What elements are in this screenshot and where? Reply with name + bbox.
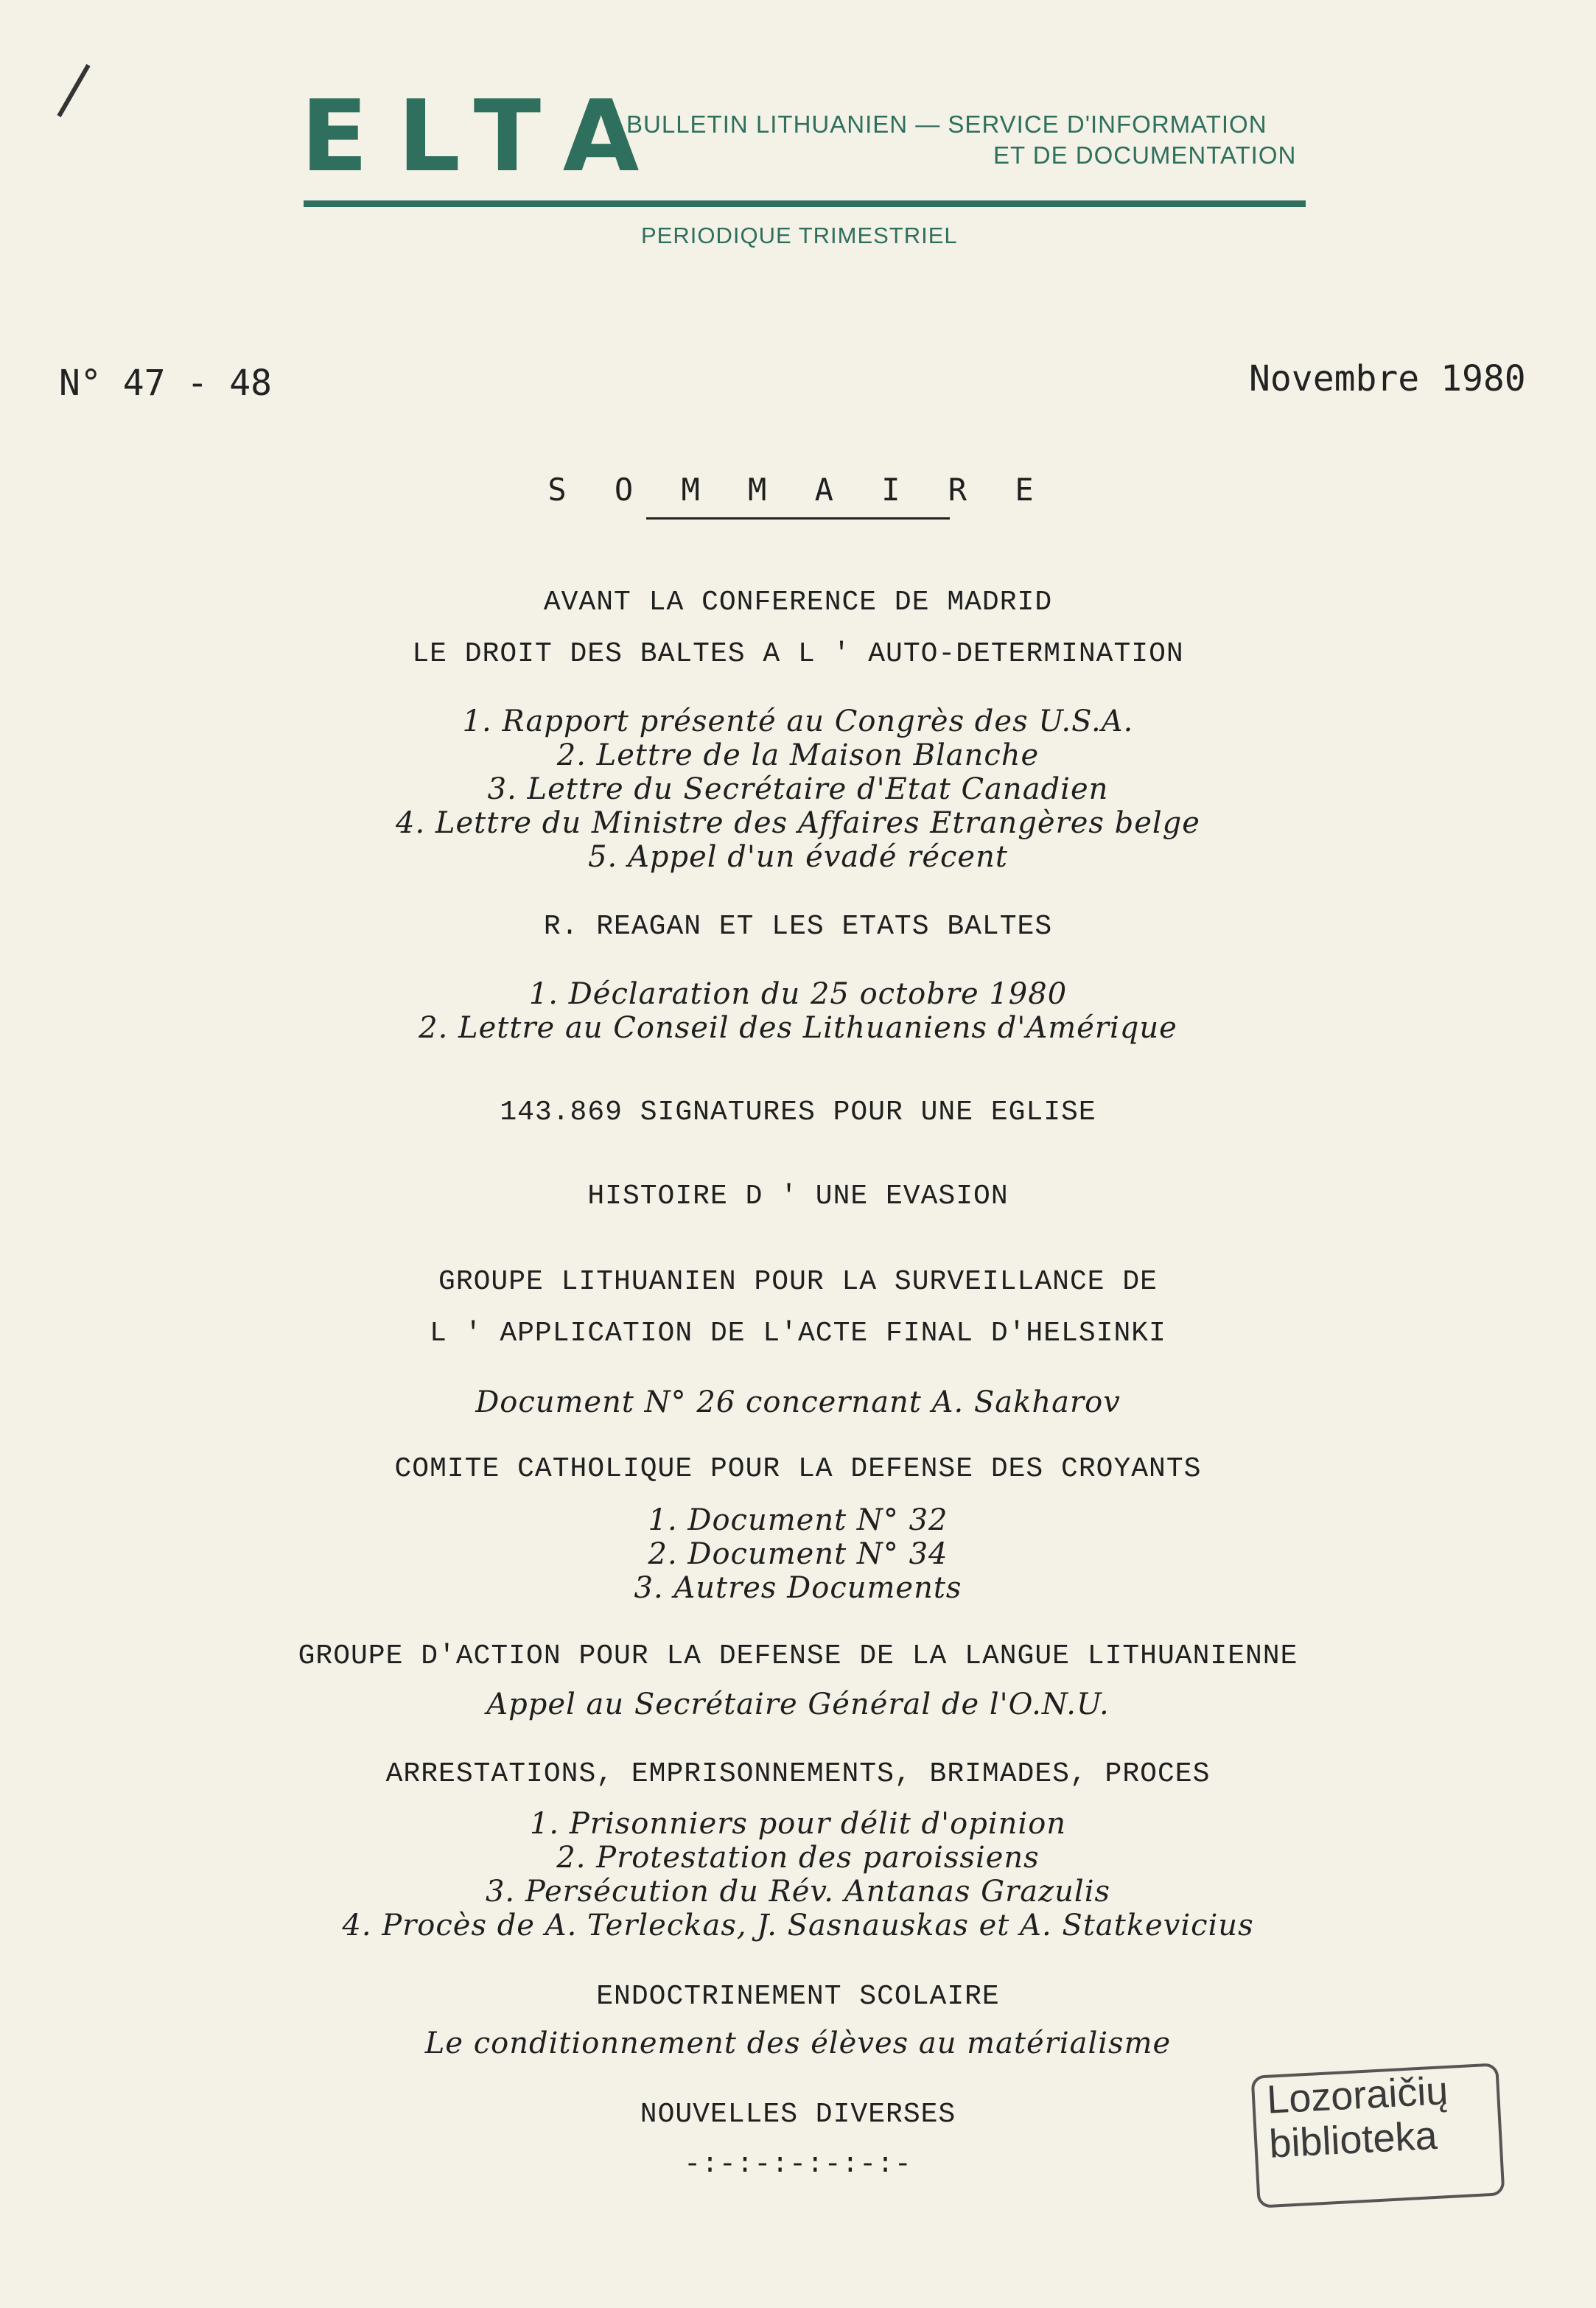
bulletin-line-2: ET DE DOCUMENTATION [993, 141, 1297, 169]
list-item: 3. Autres Documents [634, 1571, 962, 1605]
issue-date: Novembre 1980 [1249, 358, 1526, 399]
section-reagan: R. REAGAN ET LES ETATS BALTES [543, 911, 1053, 943]
list-item: Le conditionnement des élèves au matérialisme [424, 2027, 1172, 2060]
pen-mark [57, 64, 90, 117]
list-item: 4. Lettre du Ministre des Affaires Etrangères belge [396, 806, 1200, 840]
list-item: Appel au Secrétaire Général de l'O.N.U. [486, 1688, 1110, 1721]
section-madrid: AVANT LA CONFERENCE DE MADRID [543, 587, 1053, 618]
list-item: 4. Procès de A. Terleckas, J. Sasnauskas et A. Statkevicius [342, 1909, 1254, 1942]
list-item: 1. Rapport présenté au Congrès des U.S.A. [462, 704, 1134, 738]
library-stamp [1251, 2063, 1505, 2208]
list-item: 3. Lettre du Secrétaire d'Etat Canadien [487, 772, 1109, 806]
section-endoctrinement: ENDOCTRINEMENT SCOLAIRE [596, 1981, 1000, 2012]
elta-logo: ELTA [301, 79, 669, 194]
list-item: 1. Prisonniers pour délit d'opinion [529, 1807, 1067, 1841]
list-item: 2. Lettre au Conseil des Lithuaniens d'Amérique [419, 1011, 1177, 1045]
section-signatures: 143.869 SIGNATURES POUR UNE EGLISE [500, 1097, 1096, 1128]
stamp-line-2: biblioteka [1267, 2113, 1438, 2167]
section-evasion: HISTOIRE D ' UNE EVASION [587, 1181, 1009, 1212]
list-item: 3. Persécution du Rév. Antanas Grazulis [485, 1875, 1111, 1909]
issue-number: N° 47 - 48 [59, 363, 272, 404]
section-langue: GROUPE D'ACTION POUR LA DEFENSE DE LA LANGUE LITHUANIENNE [298, 1640, 1298, 1672]
bulletin-line-1: BULLETIN LITHUANIEN — SERVICE D'INFORMATION [626, 111, 1267, 138]
list-item: 5. Appel d'un évadé récent [588, 840, 1008, 874]
periodique-label: PERIODIQUE TRIMESTRIEL [641, 223, 958, 248]
sommaire-title: S O M M A I R E [547, 472, 1049, 508]
list-item: 2. Document N° 34 [648, 1537, 948, 1571]
list-item: Document N° 26 concernant A. Sakharov [475, 1385, 1121, 1419]
section-helsinki-1: GROUPE LITHUANIEN POUR LA SURVEILLANCE DE [438, 1266, 1158, 1298]
section-comite: COMITE CATHOLIQUE POUR LA DEFENSE DES CROYANTS [394, 1453, 1202, 1485]
list-item: 1. Déclaration du 25 octobre 1980 [528, 977, 1068, 1011]
section-auto-determination: LE DROIT DES BALTES A L ' AUTO-DETERMINATION [412, 638, 1184, 670]
section-nouvelles: NOUVELLES DIVERSES [640, 2099, 956, 2130]
section-arrestations: ARRESTATIONS, EMPRISONNEMENTS, BRIMADES, PROCES [385, 1758, 1211, 1790]
sommaire-underline [646, 517, 950, 520]
header-rule [304, 200, 1306, 207]
section-helsinki-2: L ' APPLICATION DE L'ACTE FINAL D'HELSINKI [430, 1318, 1166, 1349]
list-item: 2. Protestation des paroissiens [556, 1841, 1040, 1875]
list-item: 2. Lettre de la Maison Blanche [556, 738, 1040, 772]
list-item: 1. Document N° 32 [648, 1503, 948, 1537]
stamp-line-1: Lozoraičių [1265, 2068, 1449, 2122]
end-separator: -:-:-:-:-:-:- [684, 2149, 912, 2181]
